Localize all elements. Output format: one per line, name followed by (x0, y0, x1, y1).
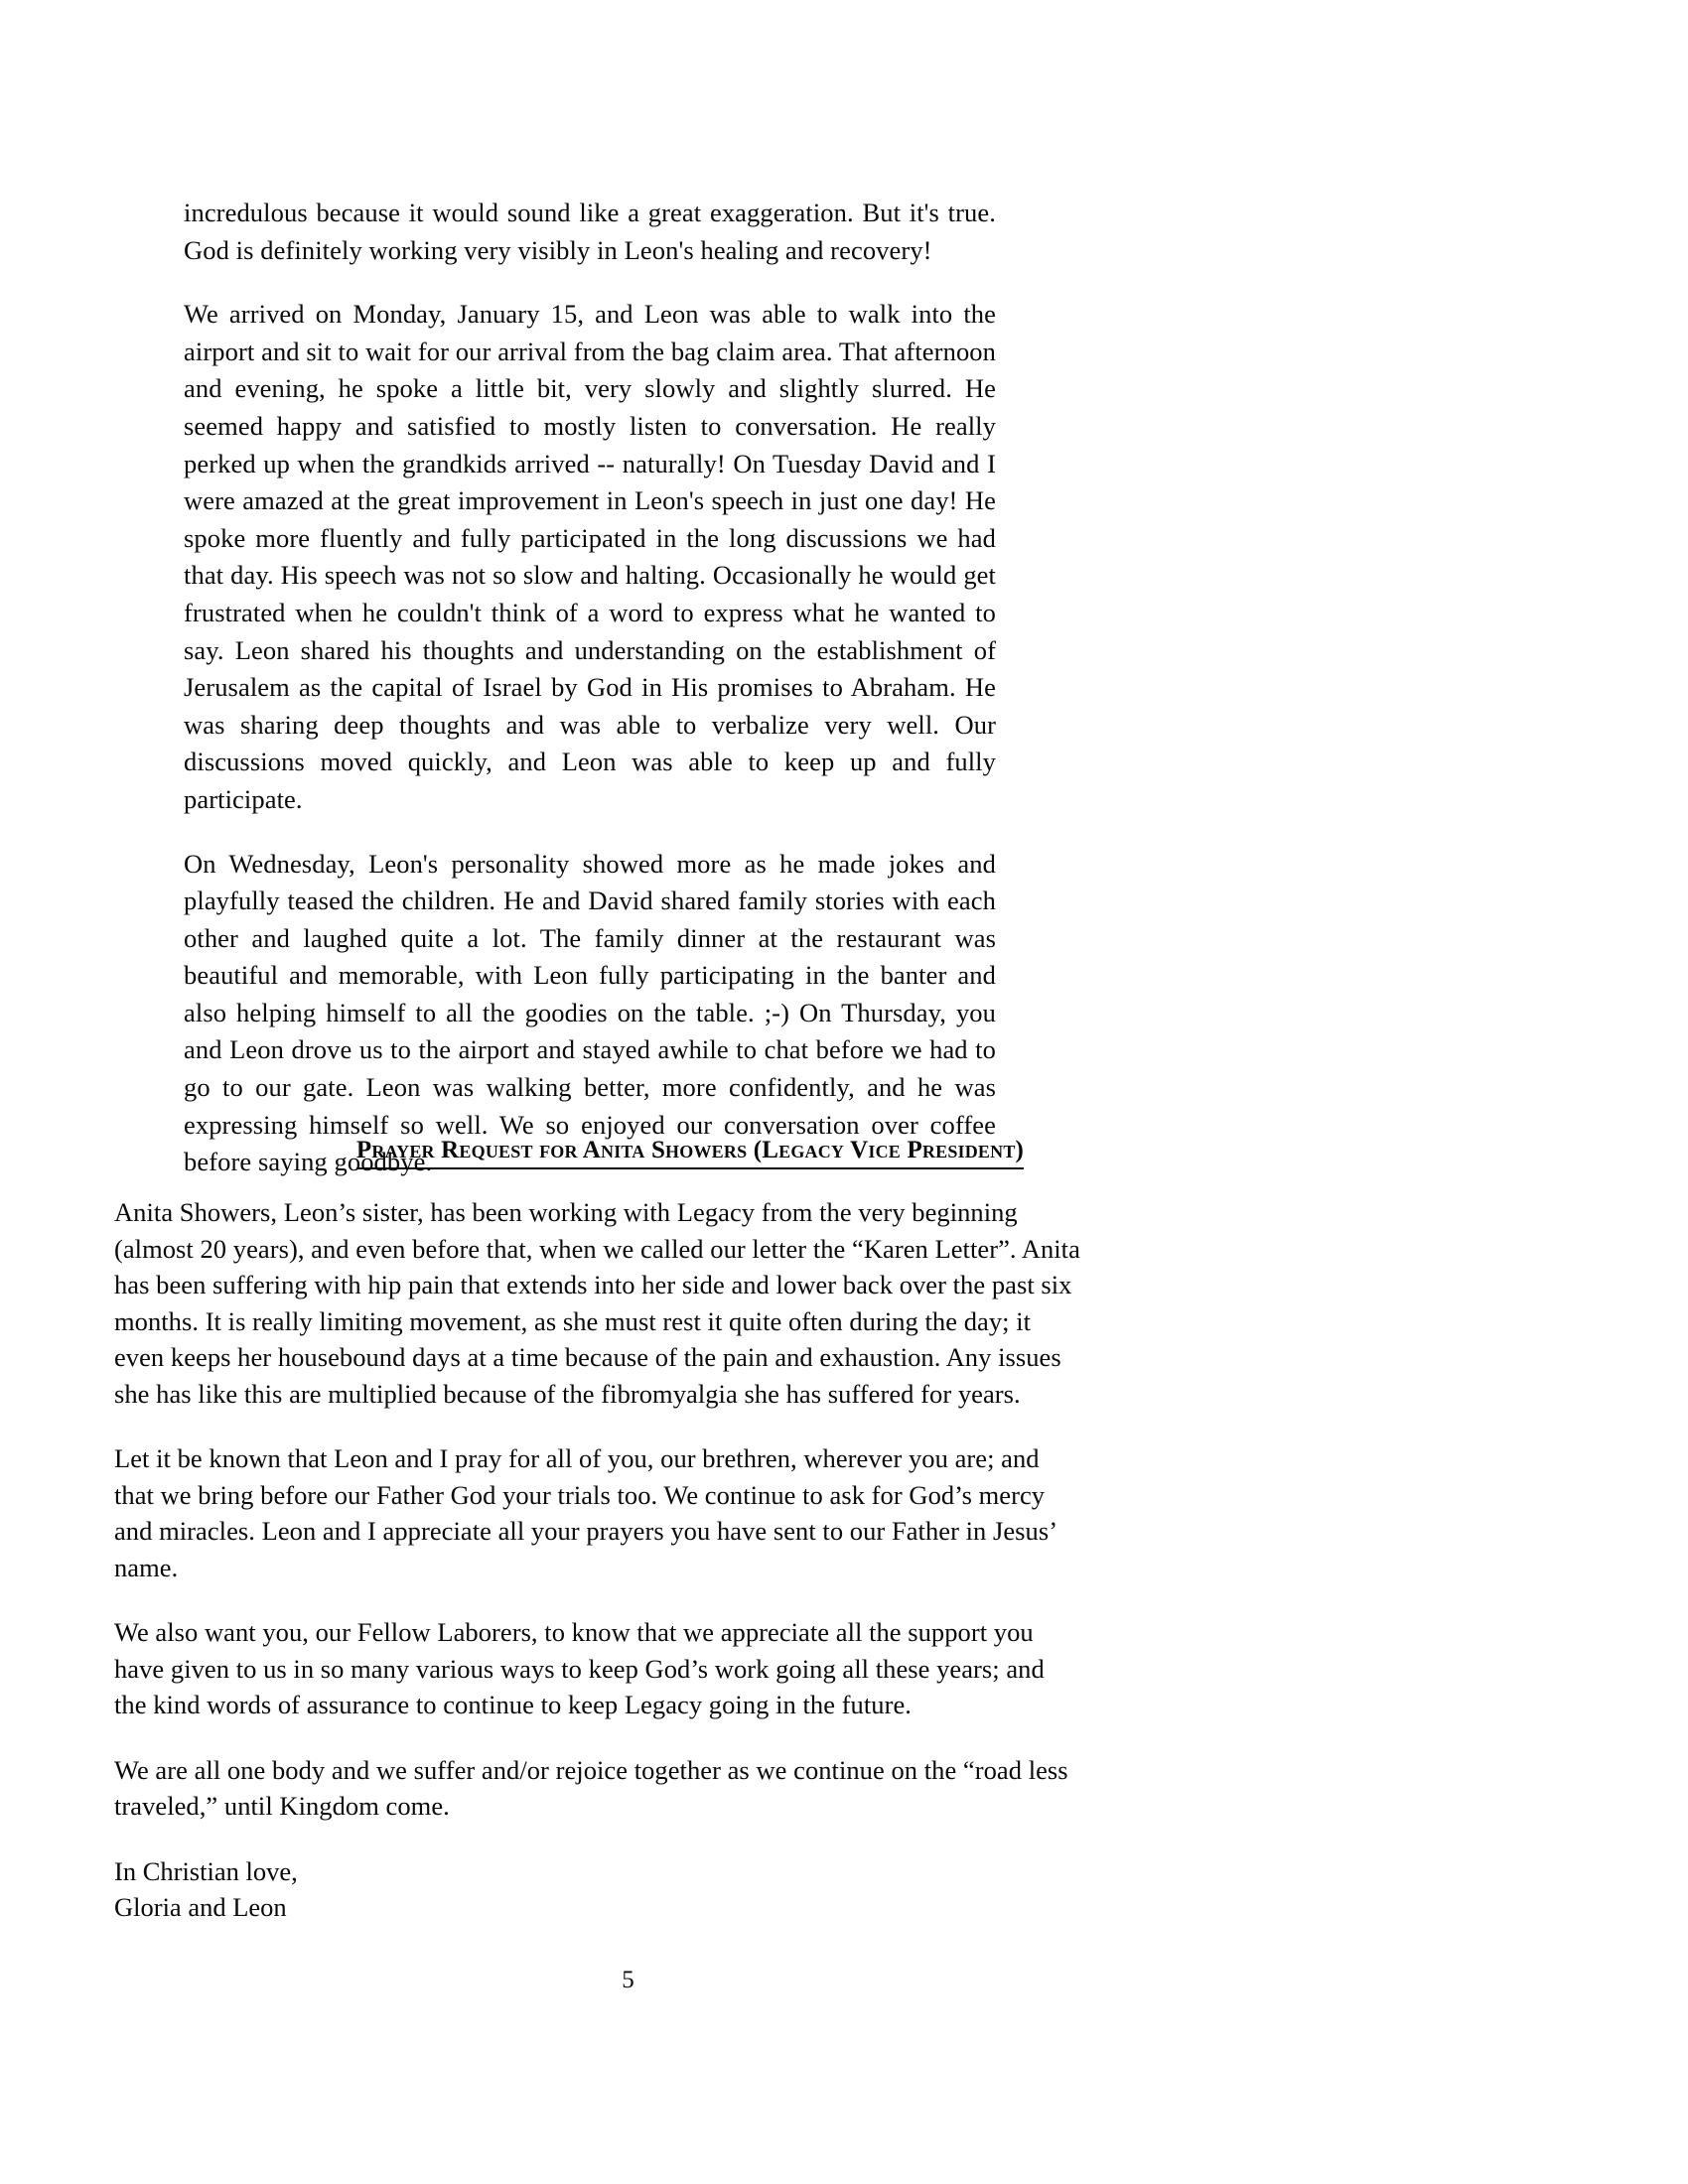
paragraph-one-body: We are all one body and we suffer and/or rejoice together as we continue on the “road less traveled,” until Kingdom come. (114, 1754, 1068, 1821)
section-heading (114, 1135, 1266, 1169)
page-number: 5 (622, 1967, 634, 1993)
top-text-block (184, 195, 996, 1181)
paragraph-continuation: incredulous because it would sound like a great exaggeration. But it's true. God is definitely working very visibly in Leon's healing and recovery! (184, 198, 996, 265)
paragraph-prayer-brethren: Let it be known that Leon and I pray for all of you, our brethren, wherever you are; and that we bring before our Father God your trials too. We continue to ask for God’s mercy and miracles. Leon and I appreciate all your prayers you have sent to our Father in Jesus’ name. (114, 1443, 1056, 1582)
signoff-salutation: In Christian love, (114, 1855, 298, 1886)
paragraph-arrival: We arrived on Monday, January 15, and Leon was able to walk into the airport and sit to wait for our arrival from the bag claim area. That afternoon and evening, he spoke a little bit, very slowly and slightly slurred. He seemed happy and satisfied to mostly listen to conversation. He really perked up when the grandkids arrived -- naturally! On Tuesday David and I were amazed at the great improvement in Leon's speech in just one day! He spoke more fluently and fully participated in the long discussions we had that day. His speech was not so slow and halting. Occasionally he would get frustrated when he couldn't think of a word to express what he wanted to say. Leon shared his thoughts and understanding on the establishment of Jerusalem as the capital of Israel by God in His promises to Abraham. He was sharing deep thoughts and was able to verbalize very well. Our discussions moved quickly, and Leon was able to keep up and fully participate. (184, 299, 996, 814)
paragraph-wednesday: On Wednesday, Leon's personality showed more as he made jokes and playfully teased the children. He and David shared family stories with each other and laughed quite a lot. The family dinner at the restaurant was beautiful and memorable, with Leon fully participating in the banter and also helping himself to all the goodies on the table. ;-) On Thursday, you and Leon drove us to the airport and stayed awhile to chat before we had to go to our gate. Leon was walking better, more confidently, and he was expressing himself so well. We so enjoyed our conversation over coffee before saying goodbye. (184, 848, 996, 1177)
paragraph-fellow-laborers: We also want you, our Fellow Laborers, to know that we appreciate all the support you have given to us in so many various ways to keep God’s work going all these years; and the kind words of assurance to continue to keep Legacy going in the future. (114, 1617, 1045, 1719)
paragraph-anita-showers: Anita Showers, Leon’s sister, has been working with Legacy from the very beginning (almost 20 years), and even before that, when we called our letter the “Karen Letter”. Anita has been suffering with hip pain that extends into her side and lower back over the past six months. It is really limiting movement, as she must rest it quite often during the day; it even keeps her housebound days at a time because of the pain and exhaustion. Any issues she has like this are multiplied because of the fibromyalgia she has suffered for years. (114, 1197, 1080, 1409)
bottom-text-block (114, 1194, 1082, 1926)
signoff-names: Gloria and Leon (114, 1892, 287, 1922)
section-heading-text: Prayer Request for Anita Showers (Legacy Vice President) (356, 1135, 1024, 1169)
